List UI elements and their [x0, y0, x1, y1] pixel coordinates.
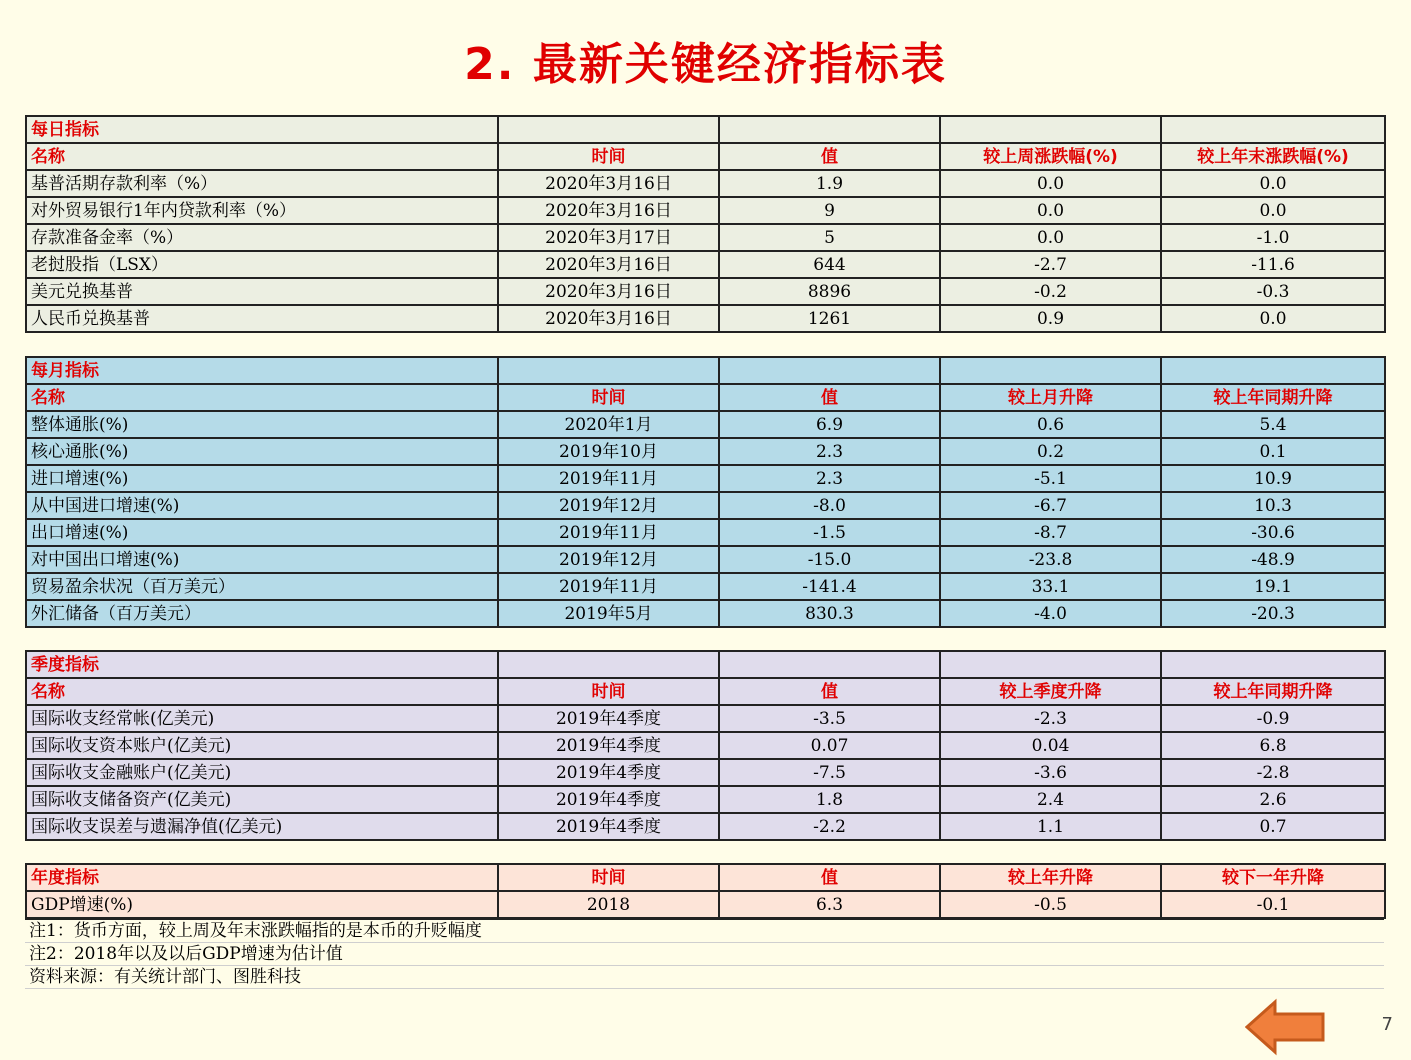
annual-indicators-table — [25, 863, 1386, 919]
indicator-value: 5 — [719, 224, 940, 251]
indicator-name: 国际收支误差与遗漏净值(亿美元) — [26, 813, 498, 840]
column-header: 较上年同期升降 — [1161, 384, 1385, 411]
indicator-date: 2019年11月 — [498, 465, 719, 492]
column-header-row — [26, 864, 1385, 891]
indicator-value: -1.5 — [719, 519, 940, 546]
indicator-change: -30.6 — [1161, 519, 1385, 546]
indicator-date: 2019年10月 — [498, 438, 719, 465]
monthly-indicators-table — [25, 356, 1386, 628]
section-header-row — [26, 357, 1385, 384]
indicator-date: 2019年4季度 — [498, 732, 719, 759]
column-header: 较上年末涨跌幅(%) — [1161, 143, 1385, 170]
table-row — [26, 546, 1385, 573]
indicator-change: -0.3 — [1161, 278, 1385, 305]
indicator-change: 0.2 — [940, 438, 1161, 465]
indicator-date: 2020年3月16日 — [498, 305, 719, 332]
indicator-value: 6.9 — [719, 411, 940, 438]
table-row — [26, 411, 1385, 438]
table-row — [26, 305, 1385, 332]
indicator-change: -0.2 — [940, 278, 1161, 305]
indicator-date: 2019年5月 — [498, 600, 719, 627]
indicator-change: -2.3 — [940, 705, 1161, 732]
notes-table — [25, 918, 1384, 989]
indicator-change: -48.9 — [1161, 546, 1385, 573]
indicator-date: 2020年3月16日 — [498, 251, 719, 278]
indicator-value: 0.07 — [719, 732, 940, 759]
indicator-value: 830.3 — [719, 600, 940, 627]
column-header: 较上周涨跌幅(%) — [940, 143, 1161, 170]
indicator-name: 贸易盈余状况（百万美元） — [26, 573, 498, 600]
column-header: 时间 — [498, 678, 719, 705]
column-header-row — [26, 678, 1385, 705]
indicator-change: 6.8 — [1161, 732, 1385, 759]
indicator-name: 存款准备金率（%） — [26, 224, 498, 251]
indicator-change: -23.8 — [940, 546, 1161, 573]
indicator-value: -8.0 — [719, 492, 940, 519]
indicator-change: -0.1 — [1161, 891, 1385, 918]
indicator-date: 2019年12月 — [498, 492, 719, 519]
indicator-name: 国际收支储备资产(亿美元) — [26, 786, 498, 813]
indicator-change: 0.0 — [940, 197, 1161, 224]
indicator-date: 2019年11月 — [498, 573, 719, 600]
table-row — [26, 600, 1385, 627]
column-header: 较上月升降 — [940, 384, 1161, 411]
indicator-date: 2019年11月 — [498, 519, 719, 546]
indicator-value: -7.5 — [719, 759, 940, 786]
column-header-row — [26, 384, 1385, 411]
daily-indicators-table — [25, 115, 1386, 333]
indicator-name: 基普活期存款利率（%） — [26, 170, 498, 197]
indicator-change: -4.0 — [940, 600, 1161, 627]
indicator-value: -2.2 — [719, 813, 940, 840]
table-row — [26, 705, 1385, 732]
indicator-change: -11.6 — [1161, 251, 1385, 278]
indicator-date: 2019年4季度 — [498, 786, 719, 813]
column-header: 较上季度升降 — [940, 678, 1161, 705]
indicator-date: 2020年3月16日 — [498, 197, 719, 224]
indicator-value: 8896 — [719, 278, 940, 305]
column-header: 值 — [719, 384, 940, 411]
indicator-value: -3.5 — [719, 705, 940, 732]
indicator-change: -20.3 — [1161, 600, 1385, 627]
section-title: 每日指标 — [26, 116, 498, 143]
table-row — [26, 438, 1385, 465]
note: 注1：货币方面，较上周及年末涨跌幅指的是本币的升贬幅度 — [25, 919, 1384, 943]
table-row — [26, 224, 1385, 251]
indicator-name: GDP增速(%) — [26, 891, 498, 918]
indicator-change: -2.8 — [1161, 759, 1385, 786]
section-header-row — [26, 651, 1385, 678]
column-header-row — [26, 143, 1385, 170]
indicator-date: 2020年3月16日 — [498, 170, 719, 197]
table-row — [26, 492, 1385, 519]
table-row — [26, 573, 1385, 600]
indicator-change: 5.4 — [1161, 411, 1385, 438]
indicator-change: -5.1 — [940, 465, 1161, 492]
indicator-change: 2.6 — [1161, 786, 1385, 813]
indicator-name: 国际收支金融账户(亿美元) — [26, 759, 498, 786]
indicator-date: 2020年3月17日 — [498, 224, 719, 251]
indicator-change: -6.7 — [940, 492, 1161, 519]
indicator-date: 2019年12月 — [498, 546, 719, 573]
column-header: 时间 — [498, 384, 719, 411]
column-header: 名称 — [26, 384, 498, 411]
indicator-change: 0.0 — [1161, 197, 1385, 224]
indicator-date: 2019年4季度 — [498, 813, 719, 840]
indicator-change: -8.7 — [940, 519, 1161, 546]
note: 注2：2018年以及以后GDP增速为估计值 — [25, 943, 1384, 966]
column-header: 名称 — [26, 678, 498, 705]
section-title: 年度指标 — [26, 864, 498, 891]
indicator-name: 外汇储备（百万美元） — [26, 600, 498, 627]
table-row — [26, 813, 1385, 840]
indicator-change: -3.6 — [940, 759, 1161, 786]
column-header: 名称 — [26, 143, 498, 170]
indicator-value: 9 — [719, 197, 940, 224]
indicator-value: -15.0 — [719, 546, 940, 573]
indicator-change: 10.9 — [1161, 465, 1385, 492]
column-header: 较下一年升降 — [1161, 864, 1385, 891]
section-title: 季度指标 — [26, 651, 498, 678]
indicator-name: 出口增速(%) — [26, 519, 498, 546]
indicator-name: 进口增速(%) — [26, 465, 498, 492]
table-row — [26, 732, 1385, 759]
indicator-name: 整体通胀(%) — [26, 411, 498, 438]
indicator-change: 1.1 — [940, 813, 1161, 840]
table-row — [26, 786, 1385, 813]
indicator-change: 0.6 — [940, 411, 1161, 438]
source-note: 资料来源：有关统计部门、图胜科技 — [25, 966, 1384, 989]
indicator-change: 0.0 — [1161, 305, 1385, 332]
indicator-name: 核心通胀(%) — [26, 438, 498, 465]
indicator-change: -0.5 — [940, 891, 1161, 918]
indicator-name: 人民币兑换基普 — [26, 305, 498, 332]
indicator-date: 2020年3月16日 — [498, 278, 719, 305]
indicator-value: 644 — [719, 251, 940, 278]
table-row — [26, 759, 1385, 786]
indicator-name: 对外贸易银行1年内贷款利率（%） — [26, 197, 498, 224]
indicator-value: 1261 — [719, 305, 940, 332]
indicator-date: 2019年4季度 — [498, 759, 719, 786]
indicator-change: 33.1 — [940, 573, 1161, 600]
table-row — [26, 197, 1385, 224]
indicator-name: 从中国进口增速(%) — [26, 492, 498, 519]
table-row — [26, 170, 1385, 197]
column-header: 时间 — [498, 143, 719, 170]
indicator-name: 老挝股指（LSX） — [26, 251, 498, 278]
table-row — [26, 519, 1385, 546]
indicator-change: 0.0 — [1161, 170, 1385, 197]
table-row — [26, 278, 1385, 305]
indicator-name: 对中国出口增速(%) — [26, 546, 498, 573]
indicator-change: -0.9 — [1161, 705, 1385, 732]
section-header-row — [26, 116, 1385, 143]
indicator-change: 0.7 — [1161, 813, 1385, 840]
page-title: 2. 最新关键经济指标表 — [464, 39, 947, 90]
indicator-date: 2020年1月 — [498, 411, 719, 438]
indicator-change: 19.1 — [1161, 573, 1385, 600]
indicator-change: 0.0 — [940, 224, 1161, 251]
indicator-value: 6.3 — [719, 891, 940, 918]
indicator-value: 1.9 — [719, 170, 940, 197]
indicator-change: 2.4 — [940, 786, 1161, 813]
indicator-change: 0.0 — [940, 170, 1161, 197]
indicator-date: 2019年4季度 — [498, 705, 719, 732]
column-header: 较上年同期升降 — [1161, 678, 1385, 705]
indicator-value: 2.3 — [719, 465, 940, 492]
indicator-name: 美元兑换基普 — [26, 278, 498, 305]
table-row — [26, 251, 1385, 278]
table-row — [26, 465, 1385, 492]
indicator-change: 10.3 — [1161, 492, 1385, 519]
indicator-change: -1.0 — [1161, 224, 1385, 251]
column-header: 较上年升降 — [940, 864, 1161, 891]
column-header: 值 — [719, 864, 940, 891]
section-title: 每月指标 — [26, 357, 498, 384]
table-row — [26, 891, 1385, 918]
indicator-name: 国际收支资本账户(亿美元) — [26, 732, 498, 759]
indicator-change: -2.7 — [940, 251, 1161, 278]
page-number: 7 — [1381, 1014, 1393, 1035]
indicator-date: 2018 — [498, 891, 719, 918]
column-header: 值 — [719, 678, 940, 705]
indicator-name: 国际收支经常帐(亿美元) — [26, 705, 498, 732]
quarterly-indicators-table — [25, 650, 1386, 841]
indicator-change: 0.04 — [940, 732, 1161, 759]
indicator-value: -141.4 — [719, 573, 940, 600]
indicator-change: 0.9 — [940, 305, 1161, 332]
column-header: 时间 — [498, 864, 719, 891]
indicator-value: 1.8 — [719, 786, 940, 813]
back-arrow-icon[interactable] — [1245, 998, 1327, 1056]
indicator-value: 2.3 — [719, 438, 940, 465]
indicator-change: 0.1 — [1161, 438, 1385, 465]
column-header: 值 — [719, 143, 940, 170]
